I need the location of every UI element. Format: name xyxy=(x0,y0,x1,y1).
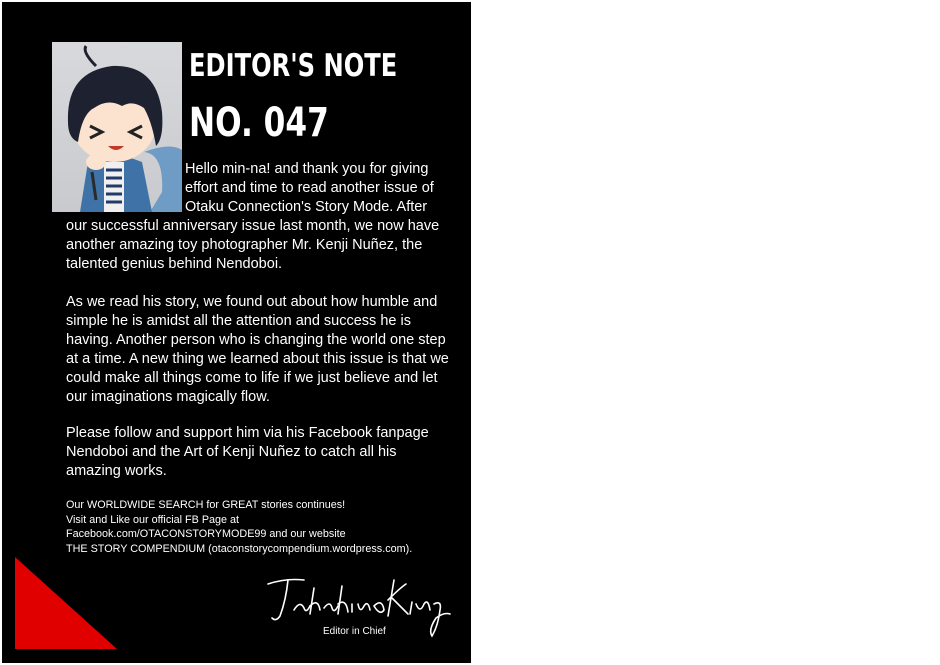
intro-line: Hello min-na! and thank you for giving xyxy=(185,161,429,177)
intro-line: Otaku Connection's Story Mode. After xyxy=(185,199,428,215)
footer-notice xyxy=(66,498,466,556)
issue-number: NO. 047 xyxy=(189,100,329,146)
chibi-figure-photo xyxy=(52,42,182,212)
red-corner-triangle xyxy=(15,557,117,649)
intro-line: effort and time to read another issue of xyxy=(185,180,434,196)
editors-note-page xyxy=(2,2,471,663)
intro-text-top xyxy=(185,160,455,217)
editor-in-chief-label: Editor in Chief xyxy=(323,626,386,637)
footer-line: Facebook.com/OTACONSTORYMODE99 and our website xyxy=(66,528,346,540)
intro-text-rest: our successful anniversary issue last month, we now have another amazing toy photographer Mr. Kenji Nuñez, the talented genius behind Nendoboi. xyxy=(66,218,440,272)
paragraph-story: As we read his story, we found out about how humble and simple he is amidst all the attention and success he is having. Another person who is changing the world one step at a time. A new thing we learned about this issue is that we could make all things come to life if we just believe and let our imaginations magically flow. xyxy=(66,294,449,405)
editors-note-title: EDITOR'S NOTE xyxy=(189,48,398,84)
footer-line: Visit and Like our official FB Page at xyxy=(66,513,240,526)
footer-line: Our WORLDWIDE SEARCH for GREAT stories continues! xyxy=(66,499,346,511)
paragraph-follow: Please follow and support him via his Facebook fanpage Nendoboi and the Art of Kenji Nuñez to catch all his amazing works. xyxy=(66,425,429,479)
footer-line: THE STORY COMPENDIUM (otaconstorycompendium.wordpress.com). xyxy=(66,542,413,555)
